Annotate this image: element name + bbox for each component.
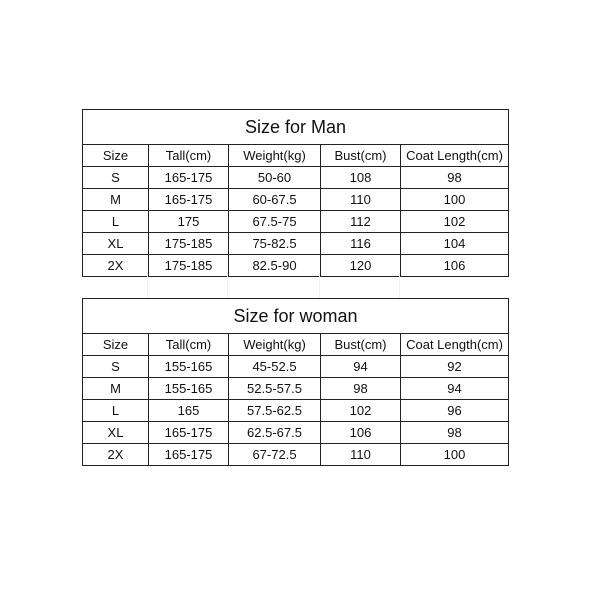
column-header-bust: Bust(cm): [321, 334, 401, 356]
women-header-row: [83, 334, 509, 356]
table-row: [83, 378, 509, 400]
bust-cell: 112: [321, 211, 401, 233]
weight-cell: 75-82.5: [229, 233, 321, 255]
bust-cell: 110: [321, 444, 401, 466]
table-row: [83, 233, 509, 255]
column-header-size: Size: [83, 145, 149, 167]
weight-cell: 45-52.5: [229, 356, 321, 378]
tall-cell: 165: [149, 400, 229, 422]
men-header-row: [83, 145, 509, 167]
weight-cell: 62.5-67.5: [229, 422, 321, 444]
tall-cell: 165-175: [149, 444, 229, 466]
bust-cell: 94: [321, 356, 401, 378]
bust-cell: 110: [321, 189, 401, 211]
column-header-tall: Tall(cm): [149, 334, 229, 356]
tall-cell: 165-175: [149, 422, 229, 444]
coat-length-cell: 106: [401, 255, 509, 277]
weight-cell: 52.5-57.5: [229, 378, 321, 400]
column-header-size: Size: [83, 334, 149, 356]
bust-cell: 108: [321, 167, 401, 189]
table-row: [83, 211, 509, 233]
bust-cell: 98: [321, 378, 401, 400]
column-header-coat-length: Coat Length(cm): [401, 145, 509, 167]
table-row: [83, 189, 509, 211]
coat-length-cell: 100: [401, 444, 509, 466]
column-header-weight: Weight(kg): [229, 145, 321, 167]
coat-length-cell: 92: [401, 356, 509, 378]
size-cell: M: [83, 378, 149, 400]
tall-cell: 165-175: [149, 189, 229, 211]
weight-cell: 67-72.5: [229, 444, 321, 466]
column-header-coat-length: Coat Length(cm): [401, 334, 509, 356]
weight-cell: 60-67.5: [229, 189, 321, 211]
bust-cell: 102: [321, 400, 401, 422]
coat-length-cell: 94: [401, 378, 509, 400]
size-cell: L: [83, 211, 149, 233]
weight-cell: 57.5-62.5: [229, 400, 321, 422]
table-row: [83, 167, 509, 189]
tall-cell: 165-175: [149, 167, 229, 189]
column-header-tall: Tall(cm): [149, 145, 229, 167]
coat-length-cell: 98: [401, 167, 509, 189]
table-row: [83, 444, 509, 466]
size-cell: 2X: [83, 444, 149, 466]
coat-length-cell: 98: [401, 422, 509, 444]
women-size-table: [82, 298, 509, 466]
size-cell: S: [83, 167, 149, 189]
tall-cell: 175: [149, 211, 229, 233]
size-cell: L: [83, 400, 149, 422]
coat-length-cell: 104: [401, 233, 509, 255]
weight-cell: 82.5-90: [229, 255, 321, 277]
bust-cell: 116: [321, 233, 401, 255]
size-cell: 2X: [83, 255, 149, 277]
men-table-title: Size for Man: [83, 110, 509, 145]
tall-cell: 175-185: [149, 233, 229, 255]
bust-cell: 106: [321, 422, 401, 444]
table-row: [83, 356, 509, 378]
coat-length-cell: 100: [401, 189, 509, 211]
tall-cell: 175-185: [149, 255, 229, 277]
bust-cell: 120: [321, 255, 401, 277]
tall-cell: 155-165: [149, 356, 229, 378]
men-size-table: [82, 109, 509, 277]
coat-length-cell: 96: [401, 400, 509, 422]
column-header-weight: Weight(kg): [229, 334, 321, 356]
weight-cell: 67.5-75: [229, 211, 321, 233]
weight-cell: 50-60: [229, 167, 321, 189]
coat-length-cell: 102: [401, 211, 509, 233]
column-header-bust: Bust(cm): [321, 145, 401, 167]
size-cell: M: [83, 189, 149, 211]
size-cell: XL: [83, 422, 149, 444]
women-table-title: Size for woman: [83, 299, 509, 334]
size-cell: S: [83, 356, 149, 378]
tall-cell: 155-165: [149, 378, 229, 400]
size-cell: XL: [83, 233, 149, 255]
table-row: [83, 400, 509, 422]
table-separator: [82, 274, 508, 298]
table-row: [83, 422, 509, 444]
